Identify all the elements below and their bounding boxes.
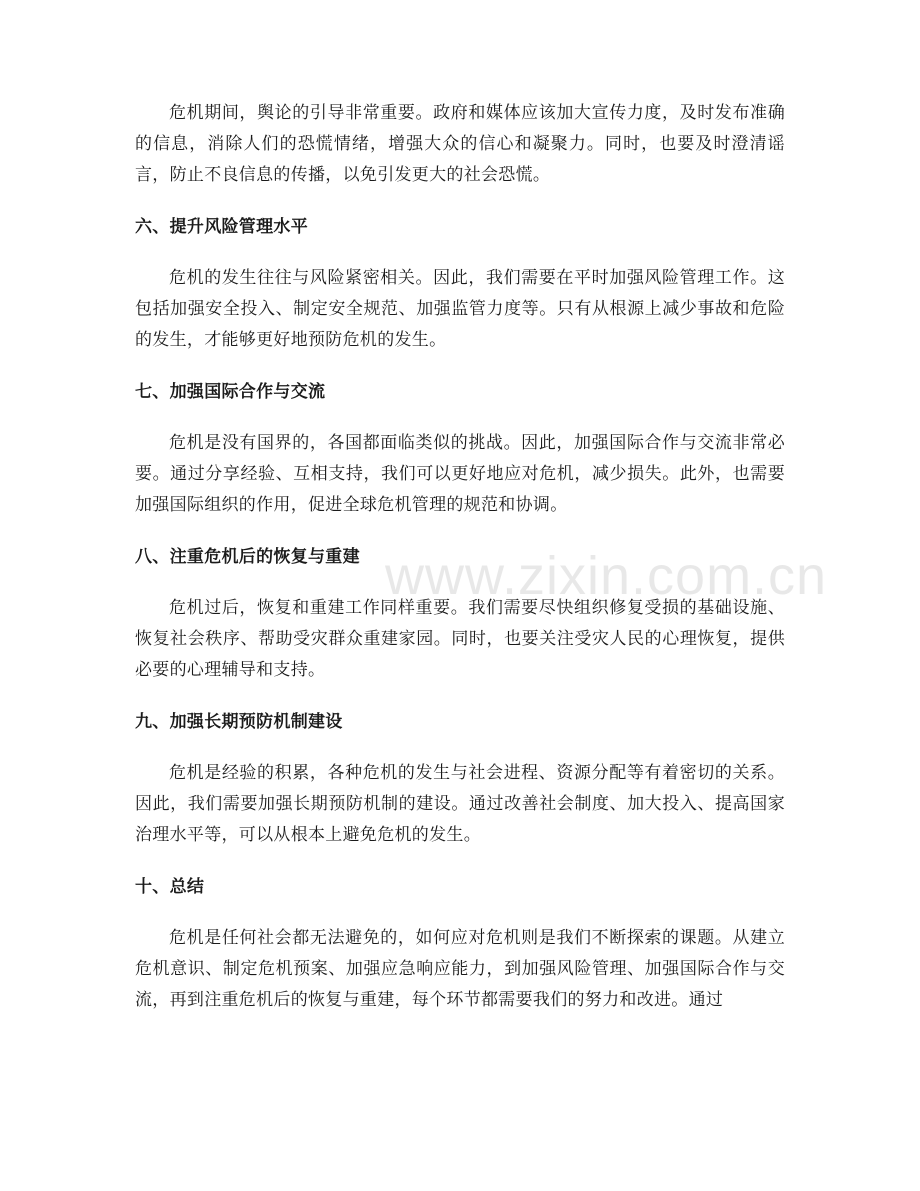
paragraph-international-cooperation: 危机是没有国界的，各国都面临类似的挑战。因此，加强国际合作与交流非常必要。通过分享经验、互相支持，我们可以更好地应对危机，减少损失。此外，也需要加强国际组织的作用，促进全球危机管理的规范和协调。 <box>135 433 785 515</box>
watermark: www.zixin.com.cn <box>385 546 828 606</box>
section-heading-9: 九、加强长期预防机制建设 <box>135 712 343 732</box>
paragraph-risk-management: 危机的发生往往与风险紧密相关。因此，我们需要在平时加强风险管理工作。这包括加强安全投入、制定安全规范、加强监管力度等。只有从根源上减少事故和危险的发生，才能够更好地预防危机的发生。 <box>135 268 785 350</box>
section-heading-7: 七、加强国际合作与交流 <box>135 382 326 402</box>
paragraph-summary: 危机是任何社会都无法避免的，如何应对危机则是我们不断探索的课题。从建立危机意识、制定危机预案、加强应急响应能力，到加强风险管理、加强国际合作与交流，再到注重危机后的恢复与重建，每个环节都需要我们的努力和改进。通过 <box>135 928 785 1010</box>
paragraph-recovery: 危机过后，恢复和重建工作同样重要。我们需要尽快组织修复受损的基础设施、恢复社会秩序、帮助受灾群众重建家园。同时，也要关注受灾人民的心理恢复，提供必要的心理辅导和支持。 <box>135 598 785 680</box>
section-heading-10: 十、总结 <box>135 877 205 897</box>
paragraph-public-opinion: 危机期间，舆论的引导非常重要。政府和媒体应该加大宣传力度，及时发布准确的信息，消除人们的恐慌情绪，增强大众的信心和凝聚力。同时，也要及时澄清谣言，防止不良信息的传播，以免引发更大的社会恐慌。 <box>135 103 785 185</box>
paragraph-long-term-prevention: 危机是经验的积累，各种危机的发生与社会进程、资源分配等有着密切的关系。因此，我们需要加强长期预防机制的建设。通过改善社会制度、加大投入、提高国家治理水平等，可以从根本上避免危机的发生。 <box>135 763 785 845</box>
section-heading-6: 六、提升风险管理水平 <box>135 217 308 237</box>
section-heading-8: 八、注重危机后的恢复与重建 <box>135 547 360 567</box>
